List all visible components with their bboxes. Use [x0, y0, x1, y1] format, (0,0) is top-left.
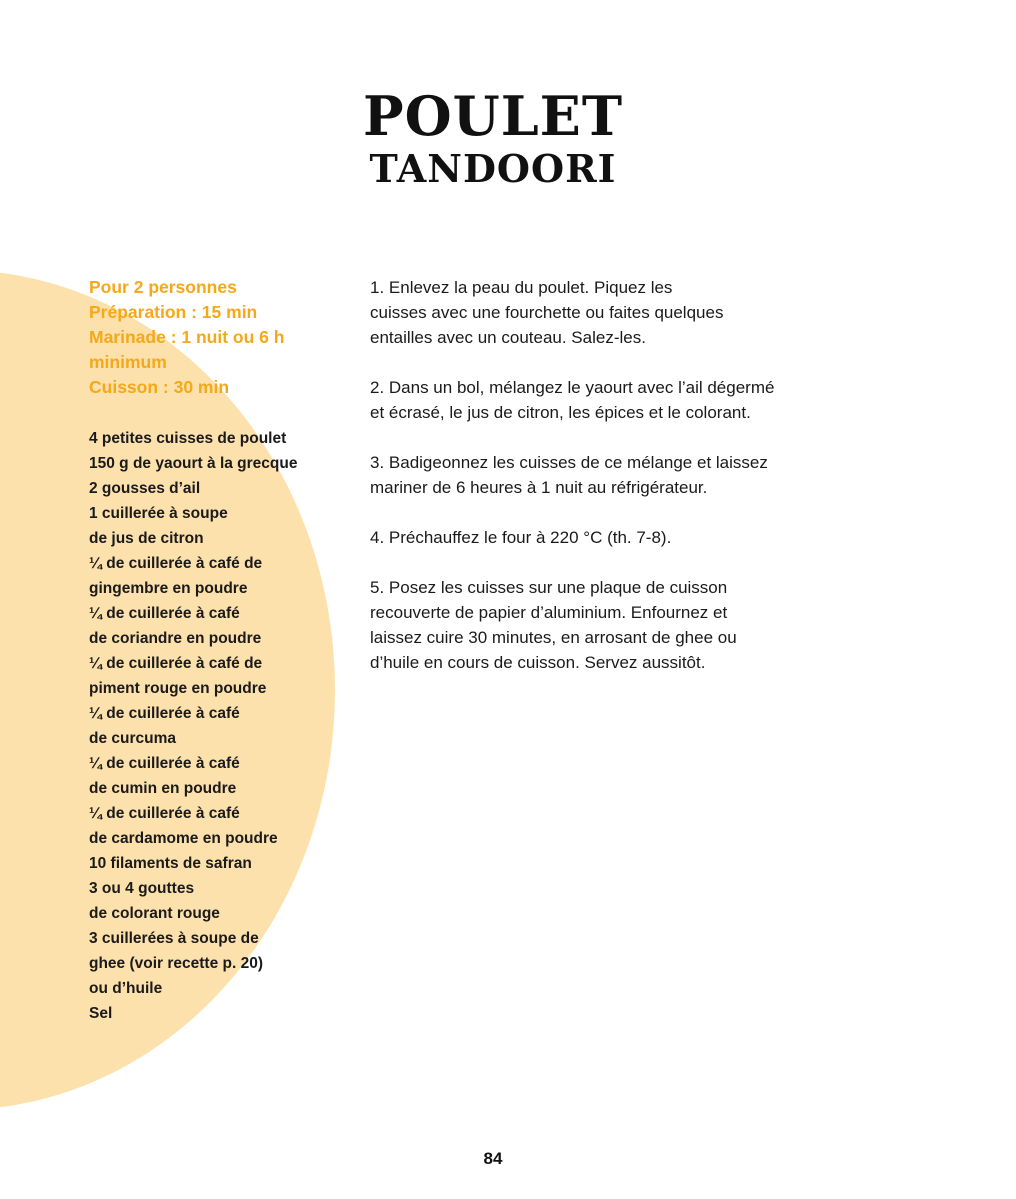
step-line: cuisses avec une fourchette ou faites quelques — [370, 303, 724, 322]
step-line: et écrasé, le jus de citron, les épices et le colorant. — [370, 403, 751, 422]
ingredient-line: ¼ de cuillerée à café — [89, 705, 240, 722]
ingredient-line: ou d’huile — [89, 980, 163, 997]
step-1 — [370, 275, 850, 350]
step-line: d’huile en cours de cuisson. Servez aussitôt. — [370, 653, 706, 672]
ingredient-line: Sel — [89, 1005, 113, 1022]
step-2 — [370, 375, 850, 425]
ingredient-line: ¼ de cuillerée à café — [89, 805, 240, 822]
ingredient-line: de jus de citron — [89, 530, 204, 547]
ingredient-line: piment rouge en poudre — [89, 680, 267, 697]
marinade-time-cont: minimum — [89, 352, 167, 372]
ingredient-line: 4 petites cuisses de poulet — [89, 430, 287, 447]
ingredient-line: gingembre en poudre — [89, 580, 248, 597]
marinade-time: Marinade : 1 nuit ou 6 h — [89, 327, 285, 347]
ingredient-line: 150 g de yaourt à la grecque — [89, 455, 298, 472]
ingredient-line: de coriandre en poudre — [89, 630, 262, 647]
ingredient-line: de curcuma — [89, 730, 177, 747]
ingredient-line: 3 ou 4 gouttes — [89, 880, 195, 897]
step-line: entailles avec un couteau. Salez-les. — [370, 328, 646, 347]
recipe-subtitle: TANDOORI — [369, 146, 617, 191]
ingredient-line: 2 gousses d’ail — [89, 480, 201, 497]
ingredient-line: ¼ de cuillerée à café de — [89, 555, 263, 572]
ingredients-list — [89, 426, 339, 1026]
step-line: 3. Badigeonnez les cuisses de ce mélange et laissez — [370, 453, 768, 472]
ingredient-line: 1 cuillerée à soupe — [89, 505, 228, 522]
ingredient-line: 3 cuillerées à soupe de — [89, 930, 259, 947]
step-line: mariner de 6 heures à 1 nuit au réfrigérateur. — [370, 478, 708, 497]
step-5 — [370, 575, 850, 675]
step-line: 4. Préchauffez le four à 220 °C (th. 7-8). — [370, 528, 672, 547]
preparation-time: Préparation : 15 min — [89, 302, 258, 322]
recipe-title: POULET — [362, 84, 624, 148]
ingredient-line: 10 filaments de safran — [89, 855, 252, 872]
ingredient-line: ¼ de cuillerée à café — [89, 605, 240, 622]
step-line: 1. Enlevez la peau du poulet. Piquez les — [370, 278, 673, 297]
step-3 — [370, 450, 850, 500]
recipe-meta — [89, 275, 329, 400]
step-line: 2. Dans un bol, mélangez le yaourt avec l’ail dégermé — [370, 378, 775, 397]
ingredient-line: ¼ de cuillerée à café — [89, 755, 240, 772]
ingredient-line: de cardamome en poudre — [89, 830, 278, 847]
step-line: laissez cuire 30 minutes, en arrosant de ghee ou — [370, 628, 737, 647]
steps-list — [370, 275, 850, 675]
ingredient-line: de colorant rouge — [89, 905, 220, 922]
ingredient-line: ¼ de cuillerée à café de — [89, 655, 263, 672]
ingredient-line: de cumin en poudre — [89, 780, 237, 797]
cooking-time: Cuisson : 30 min — [89, 377, 230, 397]
page-number: 84 — [483, 1149, 503, 1168]
step-line: 5. Posez les cuisses sur une plaque de cuisson — [370, 578, 728, 597]
ingredient-line: ghee (voir recette p. 20) — [89, 955, 264, 972]
step-line: recouverte de papier d’aluminium. Enfournez et — [370, 603, 728, 622]
servings: Pour 2 personnes — [89, 277, 237, 297]
step-4 — [370, 525, 850, 550]
